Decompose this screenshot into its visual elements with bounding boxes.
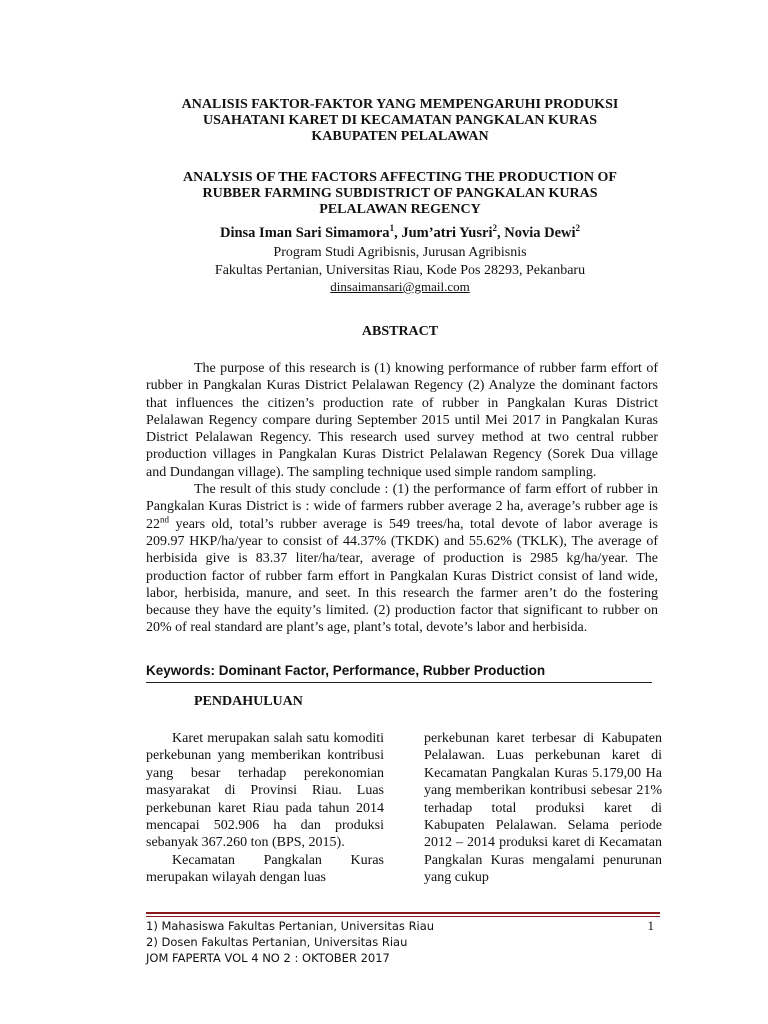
abstract-p2-part-b: years old, total’s rubber average is 549 trees/ha, total devote of labor average is 209.97 HKP/ha/year to consist of 44.37% (TKDK) and 55.62% (TKLK), The average of herbisida give is 83.37 liter/ha/tear, average of production is 2985 kg/ha/year. The production factor of rubber farm effort in Pangkalan Kuras District consist of land wide, labor, herbisida, manure, and seet. In this research the farmer aren’t do the fostering because they have the equity’s limited. (2) production factor that significant to rubber on 20% of real standard are plant’s age, plant’s total, devote’s labor and herbisida. xyxy=(146,516,658,636)
keywords-line: Keywords: Dominant Factor, Performance, Rubber Production xyxy=(146,663,546,678)
paper-title-english xyxy=(140,170,660,218)
paper-title-indonesian xyxy=(140,97,660,145)
intro-paragraph-1: Karet merupakan salah satu komoditi perkebunan yang memberikan kontribusi yang besar terhadap perekonomian masyarakat di Provinsi Riau. Luas perkebunan karet Riau pada tahun 2014 mencapai 502.906 ha dan produksi sebanyak 367.260 ton (BPS, 2015). xyxy=(146,731,384,851)
footer-divider-thick xyxy=(146,912,660,914)
footnote-2: 2) Dosen Fakultas Pertanian, Universitas Riau xyxy=(146,935,408,949)
keywords-divider xyxy=(146,682,652,683)
author-3: Novia Dewi xyxy=(504,225,576,241)
ordinal-suffix: nd xyxy=(160,514,169,525)
author-separator: , xyxy=(496,225,505,241)
abstract-body xyxy=(146,360,658,637)
affiliation-program: Program Studi Agribisnis, Jurusan Agribisnis xyxy=(273,245,527,260)
author-list xyxy=(140,224,660,242)
section-heading-introduction: PENDAHULUAN xyxy=(194,694,303,709)
title-en-line-2: RUBBER FARMING SUBDISTRICT OF PANGKALAN KURAS xyxy=(202,186,598,201)
body-column-right xyxy=(424,730,662,887)
author-email-row xyxy=(140,278,660,296)
affiliation-faculty: Fakultas Pertanian, Universitas Riau, Kode Pos 28293, Pekanbaru xyxy=(214,263,586,278)
intro-paragraph-continued: perkebunan karet terbesar di Kabupaten Pelalawan. Luas perkebunan karet di Kecamatan Pangkalan Kuras 5.179,00 Ha yang memberikan kontribusi sebesar 21% terhadap total produksi karet di Kabupaten Pelalawan. Selama periode 2012 – 2014 produksi karet di Kecamatan Pangkalan Kuras mengalami penurunan yang cukup xyxy=(424,731,662,886)
author-separator: , xyxy=(394,225,402,241)
abstract-heading: ABSTRACT xyxy=(361,324,439,339)
abstract-p2-part-a: The result of this study conclude : (1) the performance of farm effort of rubber in Pangkalan Kuras District is : wide of farmers rubber average 2 ha, average’s rubber age is 22 xyxy=(146,482,658,532)
title-en-line-3: PELALAWAN REGENCY xyxy=(319,202,481,217)
author-2: Jum’atri Yusri xyxy=(401,225,493,241)
author-1-affil: 1 xyxy=(389,223,395,234)
author-email-link[interactable]: dinsaimansari@gmail.com xyxy=(330,279,470,294)
author-1: Dinsa Iman Sari Simamora xyxy=(219,225,390,241)
abstract-paragraph-1: The purpose of this research is (1) knowing performance of rubber farm effort of rubber in Pangkalan Kuras District Pelalawan Regency (2) Analyze the dominant factors that influences the citizen’s production rate of rubber in Pangkalan Kuras District Pelalawan Regency compare during September 2015 until Mei 2017 in Pangkalan Kuras District Pelalawan Regency. This research used survey method at two central rubber production villages in Pangkalan Kuras District Pelalawan Regency (Sorek Dua village and Dundangan village). The sampling technique used simple random sampling. xyxy=(146,361,658,480)
title-id-line-1: ANALISIS FAKTOR-FAKTOR YANG MEMPENGARUHI PRODUKSI xyxy=(181,97,619,112)
body-column-left xyxy=(146,730,384,887)
intro-paragraph-2: Kecamatan Pangkalan Kuras merupakan wilayah dengan luas xyxy=(146,852,384,886)
abstract-paragraph-2 xyxy=(146,481,658,637)
title-en-line-1: ANALYSIS OF THE FACTORS AFFECTING THE PRODUCTION OF xyxy=(183,170,617,185)
journal-citation: JOM FAPERTA VOL 4 NO 2 : OKTOBER 2017 xyxy=(146,951,390,965)
page-footer xyxy=(146,918,660,966)
footer-divider-thin xyxy=(146,916,660,917)
author-3-affil: 2 xyxy=(575,223,581,234)
title-id-line-3: KABUPATEN PELALAWAN xyxy=(311,129,489,144)
title-id-line-2: USAHATANI KARET DI KECAMATAN PANGKALAN KURAS xyxy=(203,113,597,128)
author-2-affil: 2 xyxy=(492,223,497,234)
page-number: 1 xyxy=(647,918,654,933)
footnote-1: 1) Mahasiswa Fakultas Pertanian, Universitas Riau xyxy=(146,919,435,933)
